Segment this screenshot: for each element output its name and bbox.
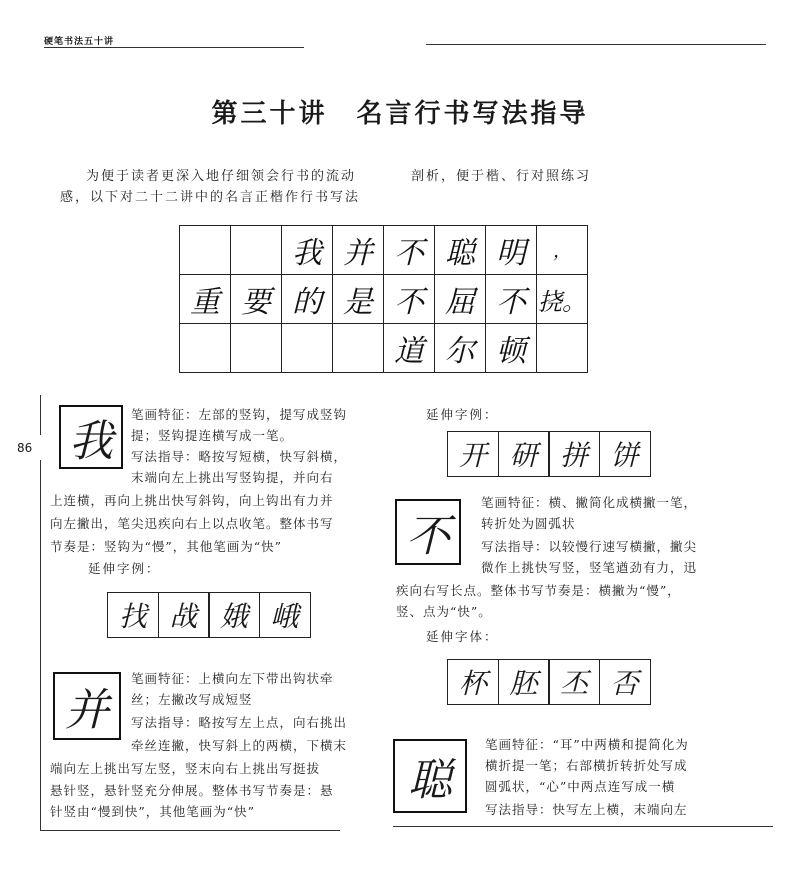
grid-cell [231,324,282,373]
ext-char: 杯 [447,659,499,705]
intro-line-3: 剖析，便于楷、行对照练习 [411,169,592,184]
wo-desc-line: 提；竖钩提连横写成一笔。 [131,428,294,443]
char-box-wo: 我 [59,405,123,469]
ext-char: 拼 [548,431,600,477]
grid-cell: 的 [282,275,333,324]
grid-cell [333,324,384,373]
grid-cell: 不 [384,275,435,324]
grid-cell: 不 [384,226,435,275]
cong-desc-line: 圆弧状，“心”中两点连写成一横 [485,779,676,794]
bu-desc-line: 写法指导：以较慢行速写横撇，撇尖 [481,539,698,554]
wo-ext-label: 延伸字例： [88,561,161,576]
wo-desc-line: 末端向左上挑出写竖钩提，并向右 [131,470,334,485]
grid-cell [180,226,231,275]
page-title: 第三十讲 名言行书写法指导 [211,99,589,129]
bu-ext-chars [447,659,649,705]
ext-char: 否 [599,659,651,705]
grid-cell [231,226,282,275]
char-box-bu: 不 [395,499,461,565]
grid-cell: 要 [231,275,282,324]
footer-rule-left [40,830,340,831]
grid-cell: 尔 [435,324,486,373]
header-rule-right [426,44,766,45]
ext-char: 找 [107,592,159,638]
ext-char: 研 [498,431,550,477]
cong-desc-line: 笔画特征：“耳”中两横和提简化为 [485,737,689,752]
margin-rule-upper [40,395,41,435]
bing-desc-line: 牵丝连撇，快写斜上的两横，下横末 [131,738,348,753]
wo-desc-line: 写法指导：略按写短横，快写斜横， [131,449,348,464]
wo-desc-line: 向左撇出，笔尖迅疾向右上以点收笔。整体书写 [50,516,334,531]
ext-char: 峨 [259,592,311,638]
grid-cell: 顿 [486,324,537,373]
right-ext-chars [447,431,649,477]
header-rule-left [44,47,304,48]
grid-cell: 不 [486,275,537,324]
char-box-cong: 聪 [393,739,467,813]
bu-desc-line: 疾向右写长点。整体书写节奏是：横撇为“慢”， [396,583,681,598]
intro-line-1: 为便于读者更深入地仔细领会行书的流动 [86,169,357,184]
grid-cell: 明 [486,226,537,275]
calligraphy-grid [179,225,588,373]
grid-cell: 并 [333,226,384,275]
grid-cell: 是 [333,275,384,324]
ext-char: 胚 [498,659,550,705]
wo-desc-line: 节奏是：竖钩为“慢”，其他笔画为“快” [50,539,283,554]
grid-row [180,275,588,324]
grid-cell: 重 [180,275,231,324]
ext-char: 丕 [548,659,600,705]
char-box-bing: 并 [53,672,121,740]
grid-row [180,226,588,275]
grid-cell: 我 [282,226,333,275]
grid-cell [282,324,333,373]
grid-cell [537,324,588,373]
ext-char: 饼 [599,431,651,477]
page-number: 86 [17,441,33,455]
bing-desc-line: 丝；左撇改写成短竖 [131,692,253,707]
bing-desc-line: 端向左上挑出写左竖，竖末向右上挑出写挺拔 [50,761,321,776]
margin-rule-lower [40,460,41,830]
grid-cell: 道 [384,324,435,373]
wo-ext-chars [107,592,309,638]
grid-cell: ， [537,226,588,275]
grid-row [180,324,588,373]
bing-desc-line: 笔画特征：上横向左下带出钩状牵 [131,671,334,686]
bu-desc-line: 微作上挑快写竖，竖笔遒劲有力，迅 [481,560,698,575]
footer-rule-right [393,826,773,827]
bu-desc-line: 转折处为圆弧状 [481,516,576,531]
right-ext-label: 延伸字例： [426,407,499,422]
intro-line-2: 感，以下对二十二讲中的名言正楷作行书写法 [60,190,361,205]
bing-desc-line: 针竖由“慢到快”，其他笔画为“快” [50,804,256,819]
cong-desc-line: 写法指导：快写左上横，末端向左 [485,802,688,817]
grid-cell: 屈 [435,275,486,324]
bu-desc-line: 笔画特征：横、撇简化成横撇一笔， [481,495,698,510]
bu-desc-line: 竖、点为“快”。 [396,604,492,619]
bing-desc-line: 写法指导：略按写左上点，向右挑出 [131,715,348,730]
grid-cell: 聪 [435,226,486,275]
running-header-title: 硬笔书法五十讲 [44,37,115,47]
cong-desc-line: 横折提一笔；右部横折转折处写成 [485,758,688,773]
ext-char: 开 [447,431,499,477]
wo-desc-line: 上连横，再向上挑出快写斜钩，向上钩出有力并 [50,493,334,508]
ext-char: 战 [158,592,210,638]
ext-char: 娥 [208,592,260,638]
bing-desc-line: 悬针竖，悬针竖充分伸展。整体书写节奏是：悬 [50,783,334,798]
wo-desc-line: 笔画特征：左部的竖钩，提写成竖钩 [131,407,348,422]
bu-ext-label: 延伸字体： [426,629,499,644]
grid-cell: 挠。 [537,275,588,324]
grid-cell [180,324,231,373]
